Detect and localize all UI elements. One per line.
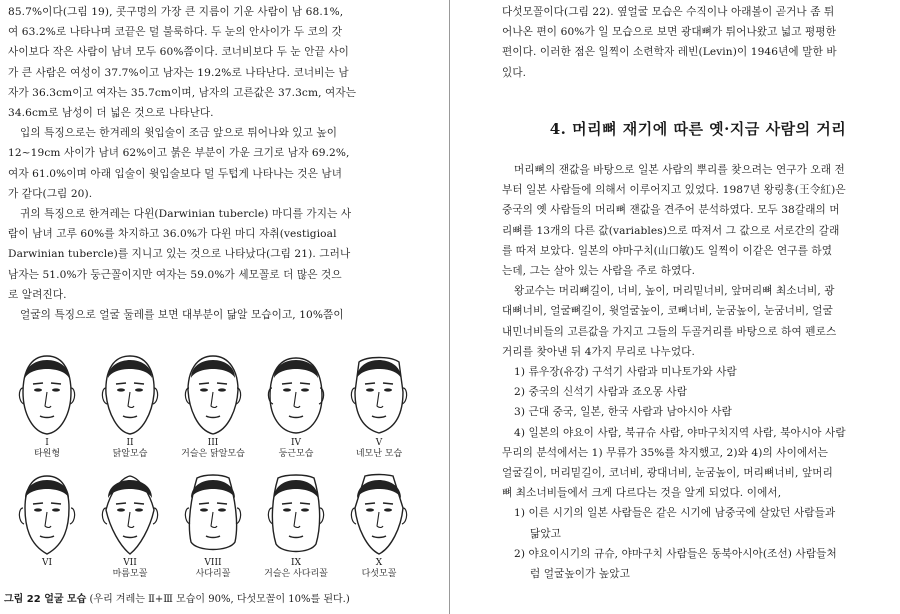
nose — [377, 392, 383, 408]
face-numeral: II — [126, 438, 134, 448]
text-line: 사이보다 작은 사람이 남녀 모두 60%쯤이다. 코너비보다 두 눈 안끝 사이 — [8, 46, 349, 59]
face-label: 마름모꼴 — [112, 569, 148, 579]
face-numeral: IX — [291, 558, 301, 568]
text-line: 34.6cm로 남성이 더 넓은 것으로 나타난다. — [8, 107, 214, 120]
face-numeral: X — [375, 558, 383, 568]
text-line: 럼 얼굴높이가 높았고 — [530, 568, 630, 581]
text-line: 가 같다(그림 20). — [8, 187, 93, 200]
face-numeral: VIII — [204, 558, 222, 568]
nose — [45, 512, 51, 528]
text-line: 자가 36.3cm이고 여자는 35.7cm이며, 남자의 고른값은 37.3cm, 여자는 — [8, 86, 357, 99]
right-eye — [384, 508, 392, 511]
right-eye — [52, 388, 60, 391]
face-label: 거슬은 사다리꼴 — [264, 569, 328, 579]
left-eye — [283, 388, 291, 391]
text-line: 람이 남녀 고루 60%를 차지하고 36.0%가 다윈 마디 자취(vestigioal — [8, 228, 337, 241]
right-brow — [300, 503, 310, 504]
list-item: 2) 중국의 신석기 사람과 죠오몽 사람 — [514, 386, 688, 399]
face-label: 다섯모꼴 — [361, 569, 397, 579]
text-line: 리뼈를 13개의 다른 값(variables)으로 따져서 그 값으로 서로간의 갈래 — [502, 224, 840, 237]
right-brow — [134, 383, 144, 384]
right-page — [450, 0, 900, 614]
left-brow — [365, 383, 375, 384]
right-brow — [51, 503, 61, 504]
text-line: 있다. — [502, 66, 527, 79]
face-numeral: V — [375, 438, 383, 448]
face-drawing — [17, 348, 77, 438]
nose — [294, 512, 300, 528]
mouth — [372, 416, 386, 418]
face-sketch — [95, 348, 165, 460]
right-eye — [135, 508, 143, 511]
face-drawing — [100, 348, 160, 438]
text-line: 여자 61.0%이며 아래 입술이 윗입술보다 덜 두텁게 나타나는 것은 남녀 — [8, 167, 343, 180]
left-eye — [34, 388, 42, 391]
nose — [294, 392, 300, 408]
text-line: 얼굴의 특징으로 얼굴 둘레를 보면 대부분이 닮알 모습이고, 10%쯤이 — [20, 309, 344, 322]
face-drawing — [100, 468, 160, 558]
face-drawing — [349, 348, 409, 438]
section-heading: 4. 머리뼈 재기에 따른 옛·지금 사람의 거리 — [549, 120, 847, 138]
hair-shape — [274, 480, 318, 498]
face-shape-figure — [8, 348, 408, 584]
right-body-text — [502, 160, 894, 584]
face-sketch — [95, 468, 165, 580]
face-drawing — [266, 468, 326, 558]
text-line: 85.7%이다(그림 19), 콧구멍의 가장 큰 지름이 기운 사람이 남 68.1%, — [8, 6, 344, 18]
left-eye — [366, 508, 374, 511]
list-item: 4) 일본의 야요이 사람, 북규슈 사람, 야마구치지역 사람, 북아시아 사람 — [514, 426, 846, 439]
right-eye — [218, 508, 226, 511]
mouth — [289, 416, 303, 418]
mouth — [123, 536, 137, 538]
mouth — [289, 536, 303, 538]
figure-caption — [4, 590, 444, 605]
right-brow — [217, 503, 227, 504]
left-eye — [117, 388, 125, 391]
text-line: 입의 특징으로는 한겨레의 윗입술이 조금 앞으로 튀어나와 있고 높이 — [20, 127, 338, 140]
left-eye — [34, 508, 42, 511]
text-line: 어나온 편이 60%가 일 모습으로 보면 광대뼈가 튀어나왔고 넓고 평평한 — [502, 26, 837, 39]
face-sketch — [12, 468, 82, 569]
text-line: 거리를 찾아낸 뒤 4가지 무리로 나누었다. — [502, 345, 695, 358]
text-line: 여 63.2%로 나타나며 코끝은 덜 불룩하다. 두 눈의 안사이가 두 코의 갓 — [8, 26, 343, 39]
face-numeral: IV — [290, 438, 302, 448]
left-eye — [200, 508, 208, 511]
left-brow — [282, 383, 292, 384]
left-eye — [283, 508, 291, 511]
left-brow — [116, 503, 126, 504]
right-top-text — [502, 2, 894, 83]
left-brow — [116, 383, 126, 384]
text-line: 뼈 최소너비들에서 크게 다르다는 것을 알게 되었다. 이에서, — [502, 487, 782, 500]
left-eye — [117, 508, 125, 511]
text-line: 닮았고 — [530, 527, 562, 540]
right-eye — [52, 508, 60, 511]
caption-title: 그림 22 얼굴 모습 — [4, 594, 87, 605]
nose — [211, 512, 217, 528]
left-brow — [199, 503, 209, 504]
face-numeral: I — [45, 438, 49, 448]
face-drawing — [183, 468, 243, 558]
right-brow — [383, 383, 393, 384]
text-line: 무리의 분석에서는 1) 무류가 35%를 차지했고, 2)와 4)의 사이에서는 — [502, 446, 828, 459]
mouth — [40, 416, 54, 418]
mouth — [206, 416, 220, 418]
text-line: 남자는 51.0%가 둥근꼴이지만 여자는 59.0%가 세모꼴로 더 많은 것으 — [8, 268, 342, 281]
face-label: 둥근모습 — [278, 449, 314, 459]
face-label: 네모난 모습 — [355, 449, 403, 459]
face-sketch — [178, 348, 248, 460]
right-brow — [300, 383, 310, 384]
hair-shape — [357, 360, 401, 378]
right-ear — [70, 508, 75, 524]
right-brow — [134, 503, 144, 504]
nose — [45, 392, 51, 408]
face-numeral: III — [207, 438, 219, 448]
text-line: 내민너비들의 고른값을 가지고 그들의 두골거리를 바탕으로 하여 펜로스 — [502, 325, 837, 338]
right-brow — [217, 383, 227, 384]
text-line: 귀의 특징으로 한겨레는 다윈(Darwinian tubercle) 마디를 가지는 사 — [20, 208, 352, 221]
left-ear — [19, 508, 24, 524]
list-item: 3) 근대 중국, 일본, 한국 사람과 남아시아 사람 — [514, 406, 732, 419]
caption-text: (우리 겨레는 Ⅱ+Ⅲ 모습이 90%, 다섯모꼴이 10%를 된다.) — [89, 594, 350, 605]
mouth — [206, 536, 220, 538]
face-sketch — [261, 468, 331, 580]
list-item: 1) 류우장(유강) 구석기 사람과 미나토가와 사람 — [514, 366, 737, 379]
right-eye — [301, 508, 309, 511]
mouth — [123, 416, 137, 418]
text-line: 로 알려진다. — [8, 288, 67, 301]
face-sketch — [344, 348, 414, 460]
text-line: 는데, 그는 살아 있는 사람을 주로 하였다. — [502, 265, 696, 278]
left-brow — [199, 383, 209, 384]
face-drawing — [266, 348, 326, 438]
finding-item: 1) 이른 시기의 일본 사람들은 같은 시기에 남중국에 살았던 사람들과 — [514, 507, 836, 520]
text-line: 다섯모꼴이다(그림 22). 옆얼굴 모습은 수직이나 아래볼이 곧거나 좀 튀 — [502, 6, 835, 18]
face-drawing — [349, 468, 409, 558]
face-drawing — [17, 468, 77, 558]
text-line: 편이다. 이러한 점은 일찍이 소련학자 레빈(Levin)이 1946년에 말한 바 — [502, 46, 837, 59]
text-line: 머리뼈의 잰값을 바탕으로 일본 사람의 뿌리를 찾으려는 연구가 오래 전 — [514, 164, 845, 176]
nose — [377, 512, 383, 528]
text-line: 대뼈너비, 얼굴뼈길이, 윗얼굴높이, 코뼈너비, 눈굼높이, 눈굼너비, 얼굴 — [502, 305, 833, 318]
text-line: 부터 일본 사람들에 의해서 이루어지고 있었다. 1987년 왕링훙(王令紅)은 — [502, 184, 846, 197]
text-line: Darwinian tubercle)를 지니고 있는 것으로 나타났다(그림 21). 그러나 — [8, 248, 351, 261]
right-brow — [383, 503, 393, 504]
mouth — [40, 536, 54, 538]
face-label: 타원형 — [33, 449, 61, 459]
right-brow — [51, 383, 61, 384]
mouth — [372, 536, 386, 538]
nose — [211, 392, 217, 408]
text-line: 얼굴길이, 머리밑길이, 코너비, 광대너비, 눈굼높이, 머리뼈너비, 앞머리 — [502, 467, 833, 480]
face-label: 닭알모습 — [112, 449, 148, 459]
hair-shape — [191, 480, 235, 498]
left-brow — [282, 503, 292, 504]
face-sketch — [178, 468, 248, 580]
face-sketch — [261, 348, 331, 460]
text-line: 왕교수는 머리뼈길이, 너비, 높이, 머리밑너비, 앞머리뼈 최소너비, 광 — [514, 285, 835, 298]
right-eye — [301, 388, 309, 391]
left-eye — [366, 388, 374, 391]
text-line: 를 따져 보았다. 일본의 야마구치(山口敏)도 일찍이 이같은 연구를 하였 — [502, 244, 833, 257]
finding-item: 2) 야요이시기의 규슈, 야마구치 사람들은 동북아시아(조선) 사람들처 — [514, 547, 837, 560]
text-line: 가 큰 사람은 여성이 37.7%이고 남자는 19.2%로 나타난다. 코너비는 남 — [8, 66, 349, 79]
left-brow — [365, 503, 375, 504]
right-eye — [218, 388, 226, 391]
left-brow — [33, 383, 43, 384]
face-numeral: VI — [41, 558, 53, 568]
face-numeral: VII — [123, 558, 137, 568]
face-sketch — [344, 468, 414, 580]
left-body-text — [8, 2, 408, 325]
text-line: 중국의 옛 사람들의 머리뼈 잰값을 견주어 분석하였다. 모두 38갈래의 머 — [502, 204, 840, 217]
left-eye — [200, 388, 208, 391]
face-sketch — [12, 348, 82, 460]
nose — [128, 512, 134, 528]
face-label: 거슬은 닭알모습 — [181, 449, 245, 459]
face-drawing — [183, 348, 243, 438]
left-brow — [33, 503, 43, 504]
right-eye — [384, 388, 392, 391]
right-eye — [135, 388, 143, 391]
face-label: 사다리꼴 — [195, 569, 231, 579]
text-line: 12~19cm 사이가 남녀 62%이고 붉은 부분이 가운 크기로 남자 69.2%, — [8, 147, 350, 160]
nose — [128, 392, 134, 408]
